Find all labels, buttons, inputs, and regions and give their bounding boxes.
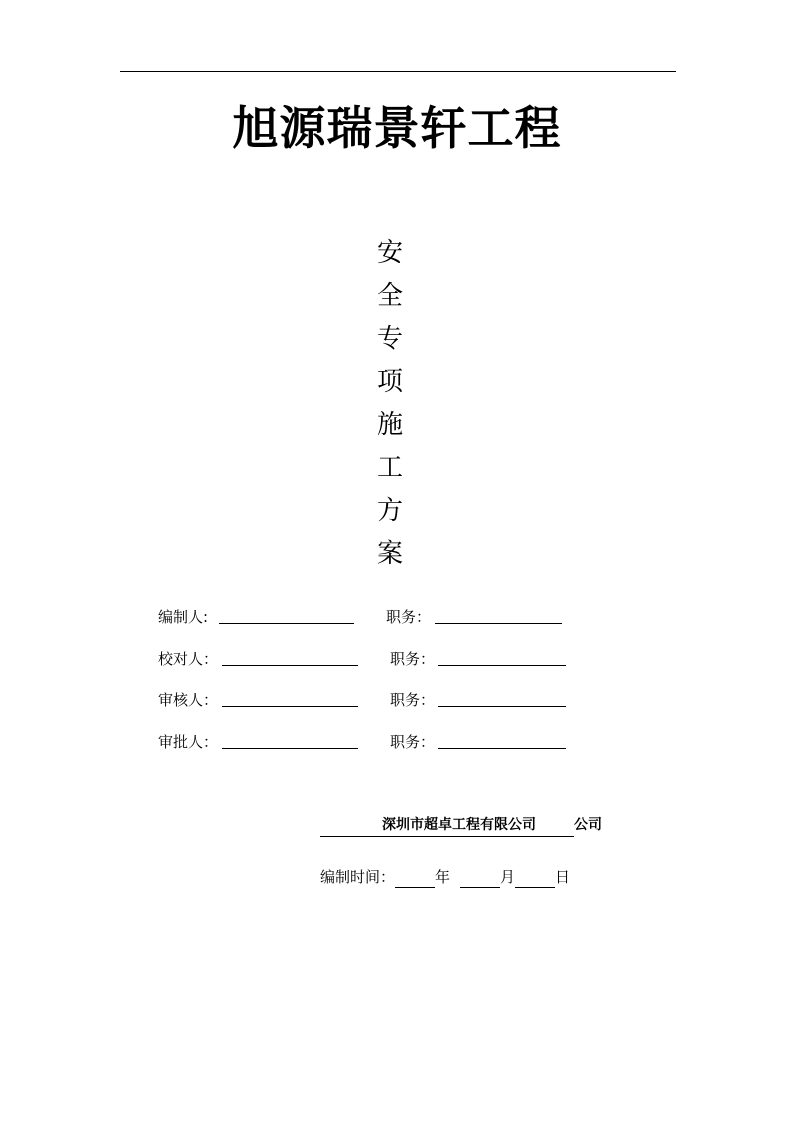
month-label: 月 (500, 868, 516, 886)
year-label: 年 (435, 868, 451, 886)
company-underline-left (320, 818, 382, 837)
compiler-role-label: 职务： (386, 608, 432, 626)
plan-title-char: 方 (376, 496, 403, 526)
company-underline-right (536, 818, 574, 837)
reviewer-label: 审核人： (158, 691, 219, 709)
approver-role-blank[interactable] (438, 748, 566, 749)
month-blank[interactable] (460, 869, 500, 888)
reviewer-name-blank[interactable] (222, 706, 358, 707)
plan-title-char: 专 (376, 324, 403, 354)
plan-title-char: 施 (376, 410, 403, 440)
reviewer-role-label: 职务： (390, 691, 436, 709)
day-blank[interactable] (515, 869, 555, 888)
plan-title-char: 安 (376, 238, 403, 268)
date-line (320, 866, 570, 888)
reviewer-role-blank[interactable] (438, 706, 566, 707)
plan-title-char: 全 (376, 281, 403, 311)
approver-label: 审批人： (158, 733, 219, 751)
company-name: 深圳市超卓工程有限公司 (382, 814, 536, 837)
compiler-label: 编制人: (158, 608, 209, 626)
compiler-role-blank[interactable] (435, 623, 562, 624)
company-suffix: 公司 (574, 817, 602, 833)
day-label: 日 (555, 868, 571, 886)
date-label: 编制时间： (320, 868, 396, 886)
plan-title-char: 案 (376, 539, 403, 569)
proofreader-role-blank[interactable] (438, 665, 566, 666)
company-line (320, 814, 602, 836)
plan-title-char: 项 (376, 367, 403, 397)
proofreader-label: 校对人： (158, 650, 219, 668)
compiler-name-blank[interactable] (219, 623, 354, 624)
plan-title (370, 232, 410, 576)
project-title: 旭源瑞景轩工程 (232, 101, 562, 155)
approver-name-blank[interactable] (222, 748, 358, 749)
year-blank[interactable] (395, 869, 435, 888)
approver-role-label: 职务： (390, 733, 436, 751)
plan-title-char: 工 (376, 453, 403, 483)
proofreader-role-label: 职务： (390, 650, 436, 668)
top-rule (120, 71, 676, 72)
proofreader-name-blank[interactable] (222, 665, 358, 666)
